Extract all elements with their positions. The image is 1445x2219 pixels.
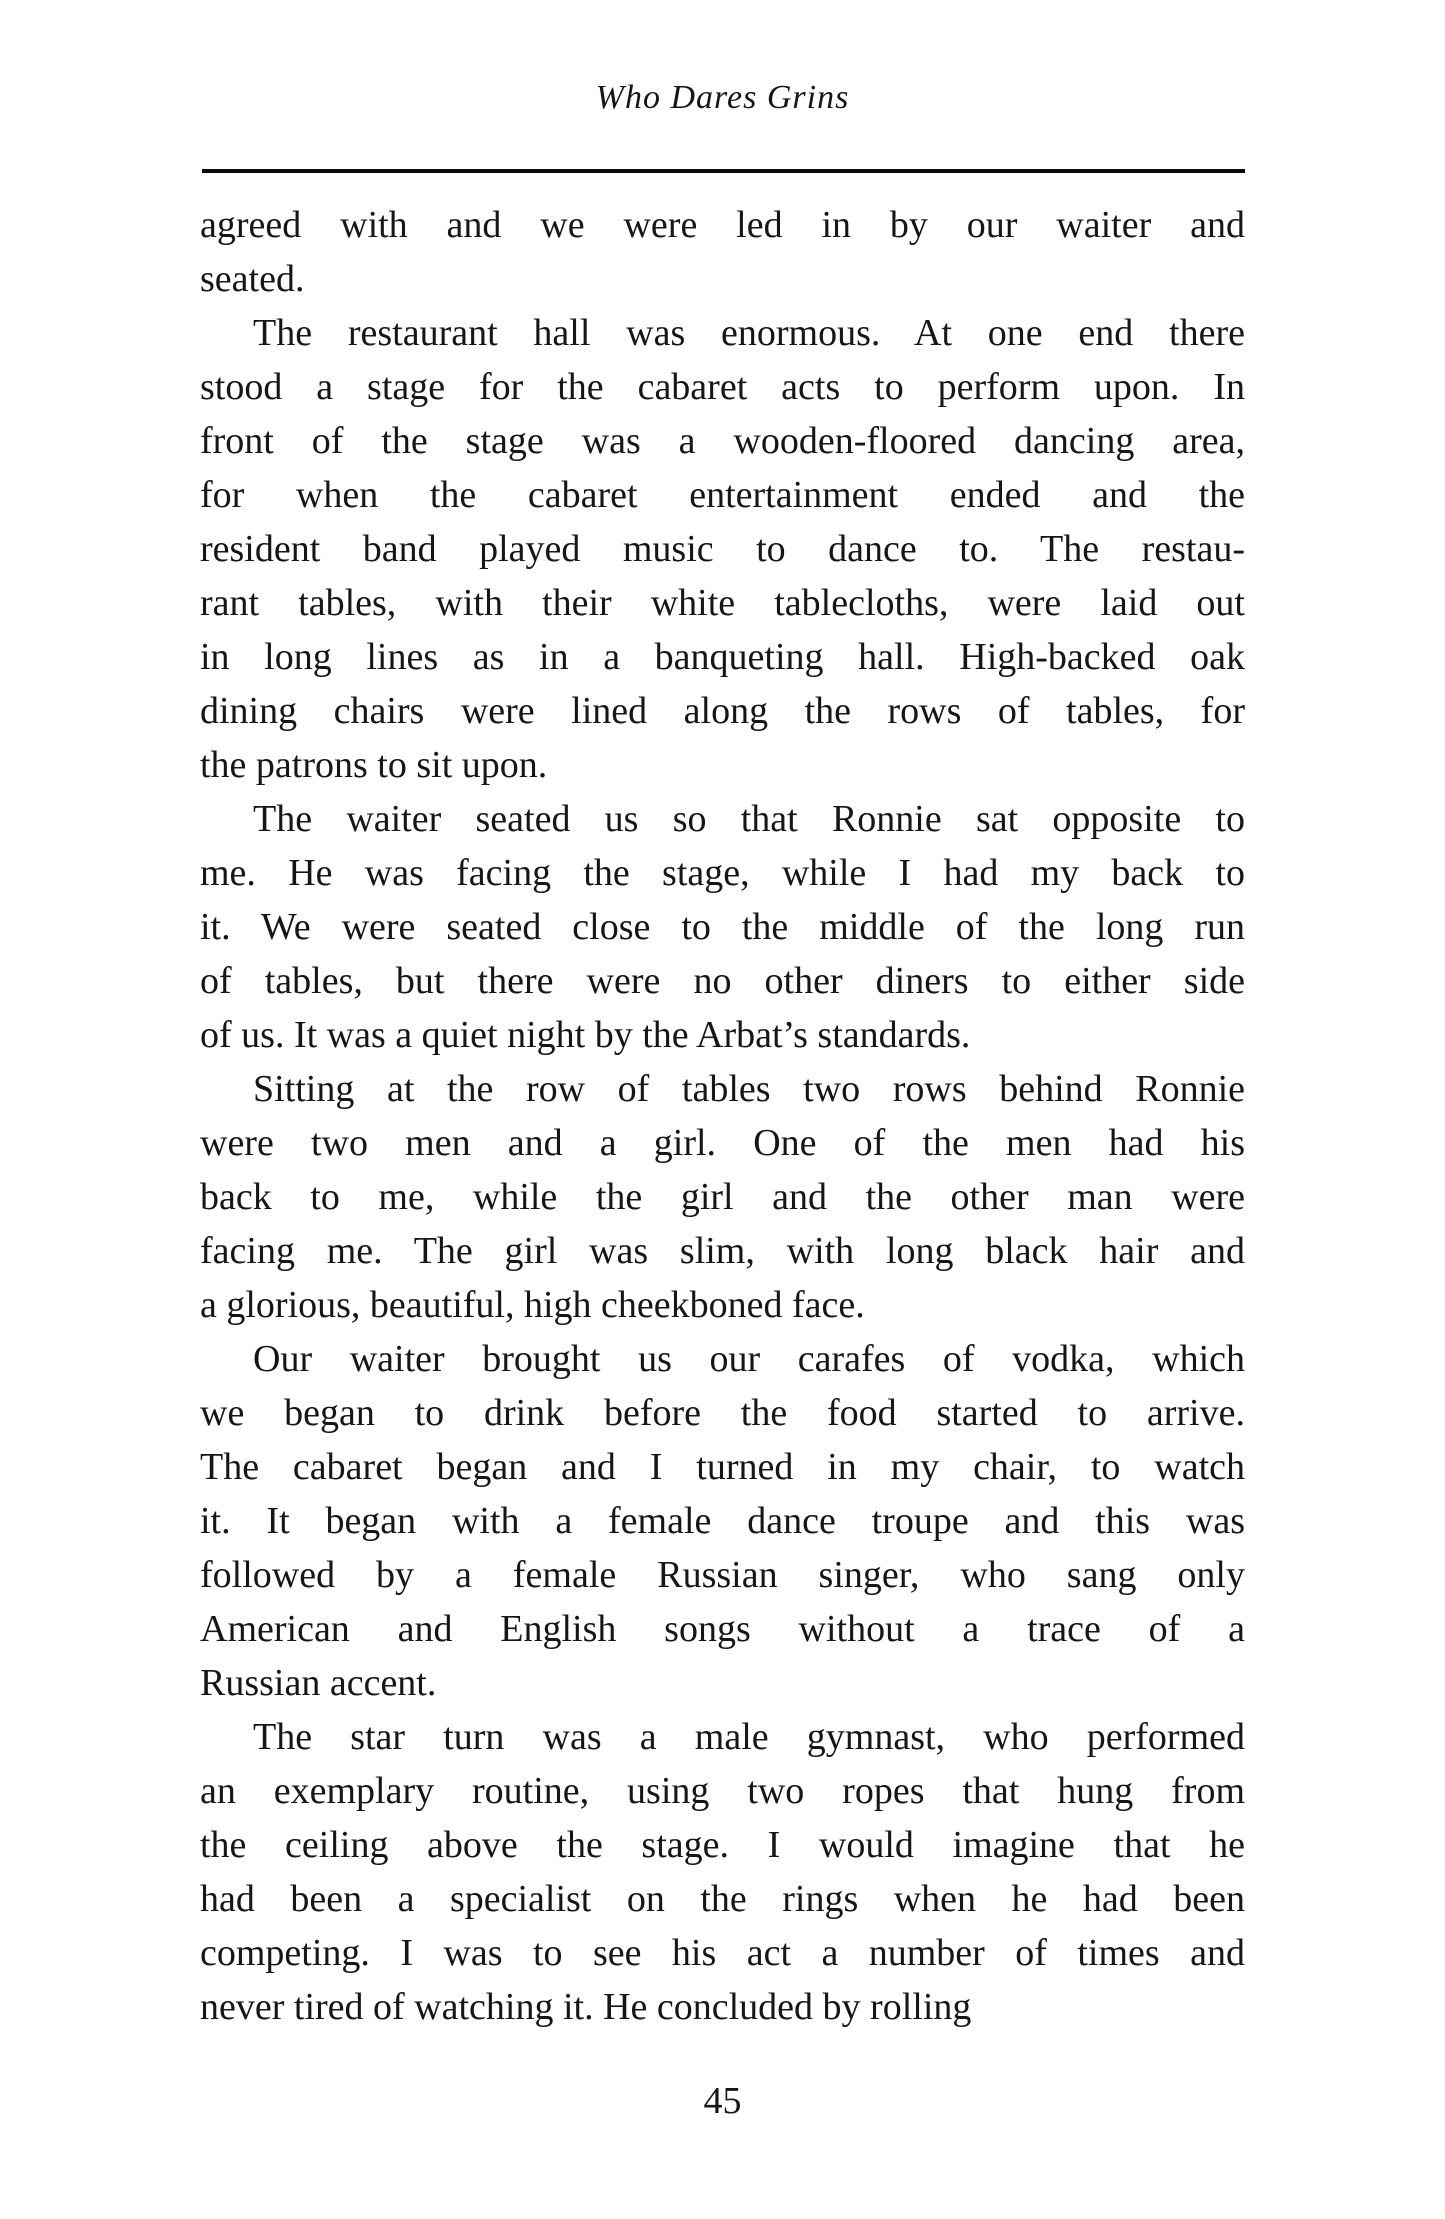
text-line: seated.: [200, 258, 305, 300]
text-line: agreed with and we were led in by our waiter and: [200, 204, 1245, 246]
text-line: were two men and a girl. One of the men had his: [200, 1122, 1245, 1164]
text-line: facing me. The girl was slim, with long black hair and: [200, 1230, 1245, 1272]
text-line: Sitting at the row of tables two rows behind Ronnie: [253, 1068, 1245, 1110]
running-header: Who Dares Grins: [595, 79, 850, 116]
text-line: The waiter seated us so that Ronnie sat opposite to: [253, 798, 1245, 840]
text-line: a glorious, beautiful, high cheekboned face.: [200, 1284, 865, 1326]
text-line: the patrons to sit upon.: [200, 744, 548, 786]
text-line: front of the stage was a wooden-floored dancing area,: [200, 420, 1245, 462]
text-line: American and English songs without a trace of a: [200, 1608, 1245, 1650]
text-line: resident band played music to dance to. The restau-: [200, 528, 1245, 570]
text-line: for when the cabaret entertainment ended and the: [200, 474, 1245, 516]
text-line: followed by a female Russian singer, who sang only: [200, 1554, 1245, 1596]
text-line: had been a specialist on the rings when he had been: [200, 1878, 1245, 1920]
text-line: in long lines as in a banqueting hall. High-backed oak: [200, 636, 1245, 678]
text-line: Our waiter brought us our carafes of vodka, which: [253, 1338, 1245, 1380]
text-line: me. He was facing the stage, while I had my back to: [200, 852, 1245, 894]
text-line: rant tables, with their white tablecloths, were laid out: [200, 582, 1245, 624]
page-number: 45: [703, 2080, 742, 2122]
text-line: The restaurant hall was enormous. At one end there: [253, 312, 1245, 354]
body-text: [200, 198, 1245, 2034]
text-line: The cabaret began and I turned in my chair, to watch: [200, 1446, 1245, 1488]
text-line: Russian accent.: [200, 1662, 437, 1704]
header-rule: [202, 169, 1245, 173]
text-line: of us. It was a quiet night by the Arbat’s standards.: [200, 1014, 971, 1056]
text-line: dining chairs were lined along the rows of tables, for: [200, 690, 1245, 732]
text-line: stood a stage for the cabaret acts to perform upon. In: [200, 366, 1245, 408]
text-line: back to me, while the girl and the other man were: [200, 1176, 1245, 1218]
text-line: never tired of watching it. He concluded by rolling: [200, 1986, 972, 2028]
text-line: The star turn was a male gymnast, who performed: [253, 1716, 1245, 1758]
text-line: the ceiling above the stage. I would imagine that he: [200, 1824, 1245, 1866]
text-line: an exemplary routine, using two ropes that hung from: [200, 1770, 1245, 1812]
text-line: it. We were seated close to the middle of the long run: [200, 906, 1245, 948]
text-line: we began to drink before the food started to arrive.: [200, 1392, 1245, 1434]
text-line: it. It began with a female dance troupe and this was: [200, 1500, 1245, 1542]
text-line: competing. I was to see his act a number of times and: [200, 1932, 1245, 1974]
text-line: of tables, but there were no other diners to either side: [200, 960, 1245, 1002]
